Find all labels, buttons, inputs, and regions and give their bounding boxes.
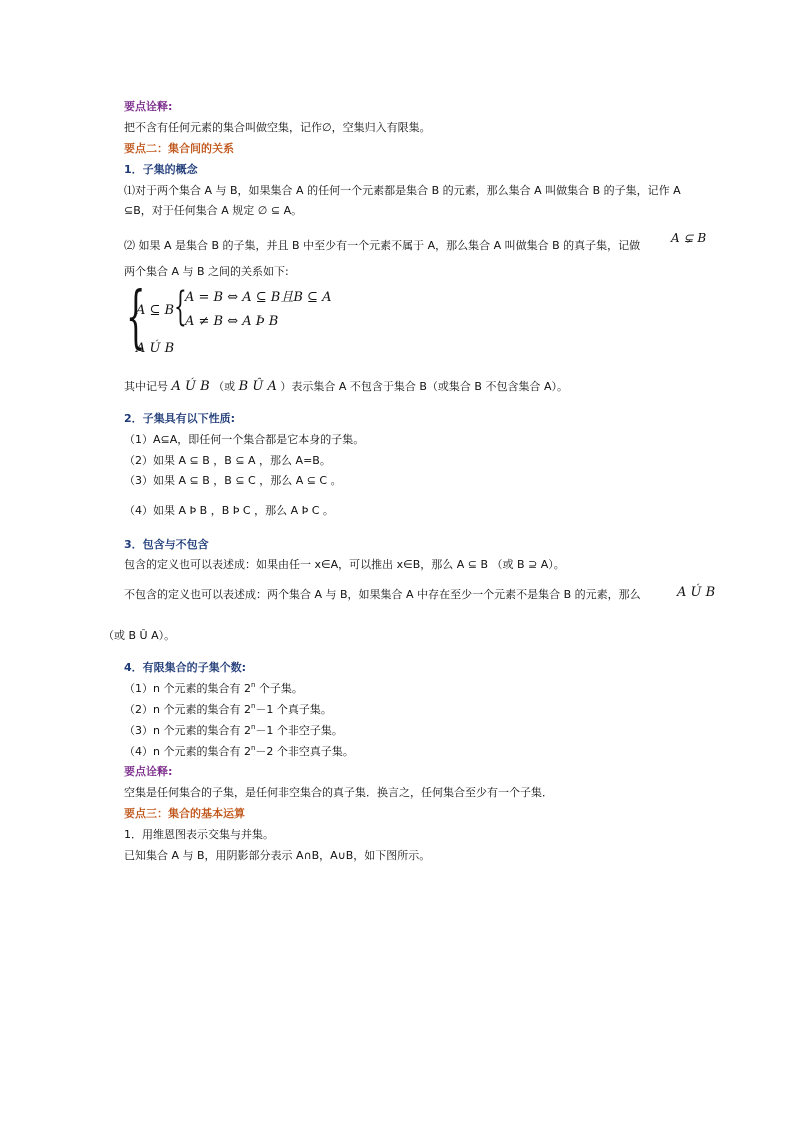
notation-symbol-1: A Ú B <box>171 379 210 394</box>
count-2-exp: n <box>250 702 256 710</box>
proper-subset-symbol: A ⊊ B <box>671 231 707 245</box>
relation-not-equal: A ≠ B ⇔ A Þ B <box>185 314 279 329</box>
count-1-exp: n <box>250 681 256 689</box>
property-2: （2）如果 A ⊆ B ，B ⊆ A ，那么 A=B。 <box>124 454 331 467</box>
venn-intro: 1．用维恩图表示交集与并集。 <box>124 828 274 841</box>
outer-brace: { <box>126 278 146 357</box>
venn-description: 已知集合 A 与 B，用阴影部分表示 A∩B，A∪B，如下图所示。 <box>124 849 431 862</box>
count-3-text: （3）n 个元素的集合有 2 <box>124 724 251 737</box>
section-2-heading: 要点二：集合间的关系 <box>124 142 234 155</box>
count-1-suffix: 个子集。 <box>255 682 303 695</box>
property-1: （1）A⊆A，即任何一个集合都是它本身的子集。 <box>124 433 365 446</box>
non-inclusion-symbol: A Ú B <box>677 585 716 600</box>
empty-set-subset-text: 空集是任何集合的子集，是任何非空集合的真子集．换言之，任何集合至少有一个子集． <box>124 786 553 799</box>
proper-subset-def: ⑵ 如果 A 是集合 B 的子集，并且 B 中至少有一个元素不属于 A，那么集合 A 叫做集合 B 的真子集，记做 <box>124 239 641 252</box>
count-4 <box>124 744 354 760</box>
count-1 <box>124 681 303 697</box>
count-1-text: （1）n 个元素的集合有 2 <box>124 682 251 695</box>
property-4: （4）如果 A Þ B ，B Þ C ，那么 A Þ C 。 <box>124 504 334 517</box>
notation-suffix: ）表示集合 A 不包含于集合 B（或集合 B 不包含集合 A）。 <box>280 380 568 393</box>
empty-set-text: 把不含有任何元素的集合叫做空集，记作∅，空集归入有限集。 <box>124 121 431 134</box>
notation-symbol-2: B Û A <box>238 379 277 394</box>
subsection-1-heading: 1．子集的概念 <box>124 163 198 176</box>
relations-intro: 两个集合 A 与 B 之间的关系如下: <box>124 265 289 278</box>
count-2-text: （2）n 个元素的集合有 2 <box>124 703 251 716</box>
inclusion-def: 包含的定义也可以表述成：如果由任一 x∈A，可以推出 x∈B，那么 A ⊆ B （或 B ⊇ A）。 <box>124 558 565 571</box>
count-4-suffix: －2 个非空真子集。 <box>255 745 354 758</box>
notation-prefix: 其中记号 <box>124 380 168 393</box>
count-3-exp: n <box>250 723 256 731</box>
count-4-text: （4）n 个元素的集合有 2 <box>124 745 251 758</box>
subsection-2-heading: 2．子集具有以下性质: <box>124 412 236 425</box>
notation-note <box>124 379 568 395</box>
count-3-suffix: －1 个非空子集。 <box>255 724 343 737</box>
subset-def-line-1: ⑴对于两个集合 A 与 B，如果集合 A 的任何一个元素都是集合 B 的元素，那么集合 A 叫做集合 B 的子集，记作 A <box>124 184 681 197</box>
count-4-exp: n <box>250 744 256 752</box>
subsection-4-heading: 4．有限集合的子集个数: <box>124 661 247 674</box>
property-3: （3）如果 A ⊆ B ，B ⊆ C ，那么 A ⊆ C 。 <box>124 474 342 487</box>
count-3 <box>124 723 343 739</box>
note-label-2: 要点诠释: <box>124 765 173 778</box>
subsection-3-heading: 3．包含与不包含 <box>124 538 209 551</box>
subset-def-line-2: ⊆B，对于任何集合 A 规定 ∅ ⊆ A。 <box>124 204 303 217</box>
notation-or: （或 <box>213 380 236 393</box>
relation-not-subset: A Ú B <box>136 341 175 356</box>
count-2-suffix: －1 个真子集。 <box>255 703 332 716</box>
section-3-heading: 要点三：集合的基本运算 <box>124 807 245 820</box>
inner-brace: { <box>174 284 187 330</box>
relation-subset: A ⊆ B <box>136 303 175 318</box>
count-2 <box>124 702 332 718</box>
non-inclusion-def: 不包含的定义也可以表述成：两个集合 A 与 B，如果集合 A 中存在至少一个元素不是集合 B 的元素，那么 <box>124 588 641 601</box>
non-inclusion-alt: （或 B Û A）。 <box>103 629 176 642</box>
note-label-1: 要点诠释: <box>124 100 173 113</box>
relation-equal: A = B ⇔ A ⊆ B且B ⊆ A <box>185 290 332 305</box>
